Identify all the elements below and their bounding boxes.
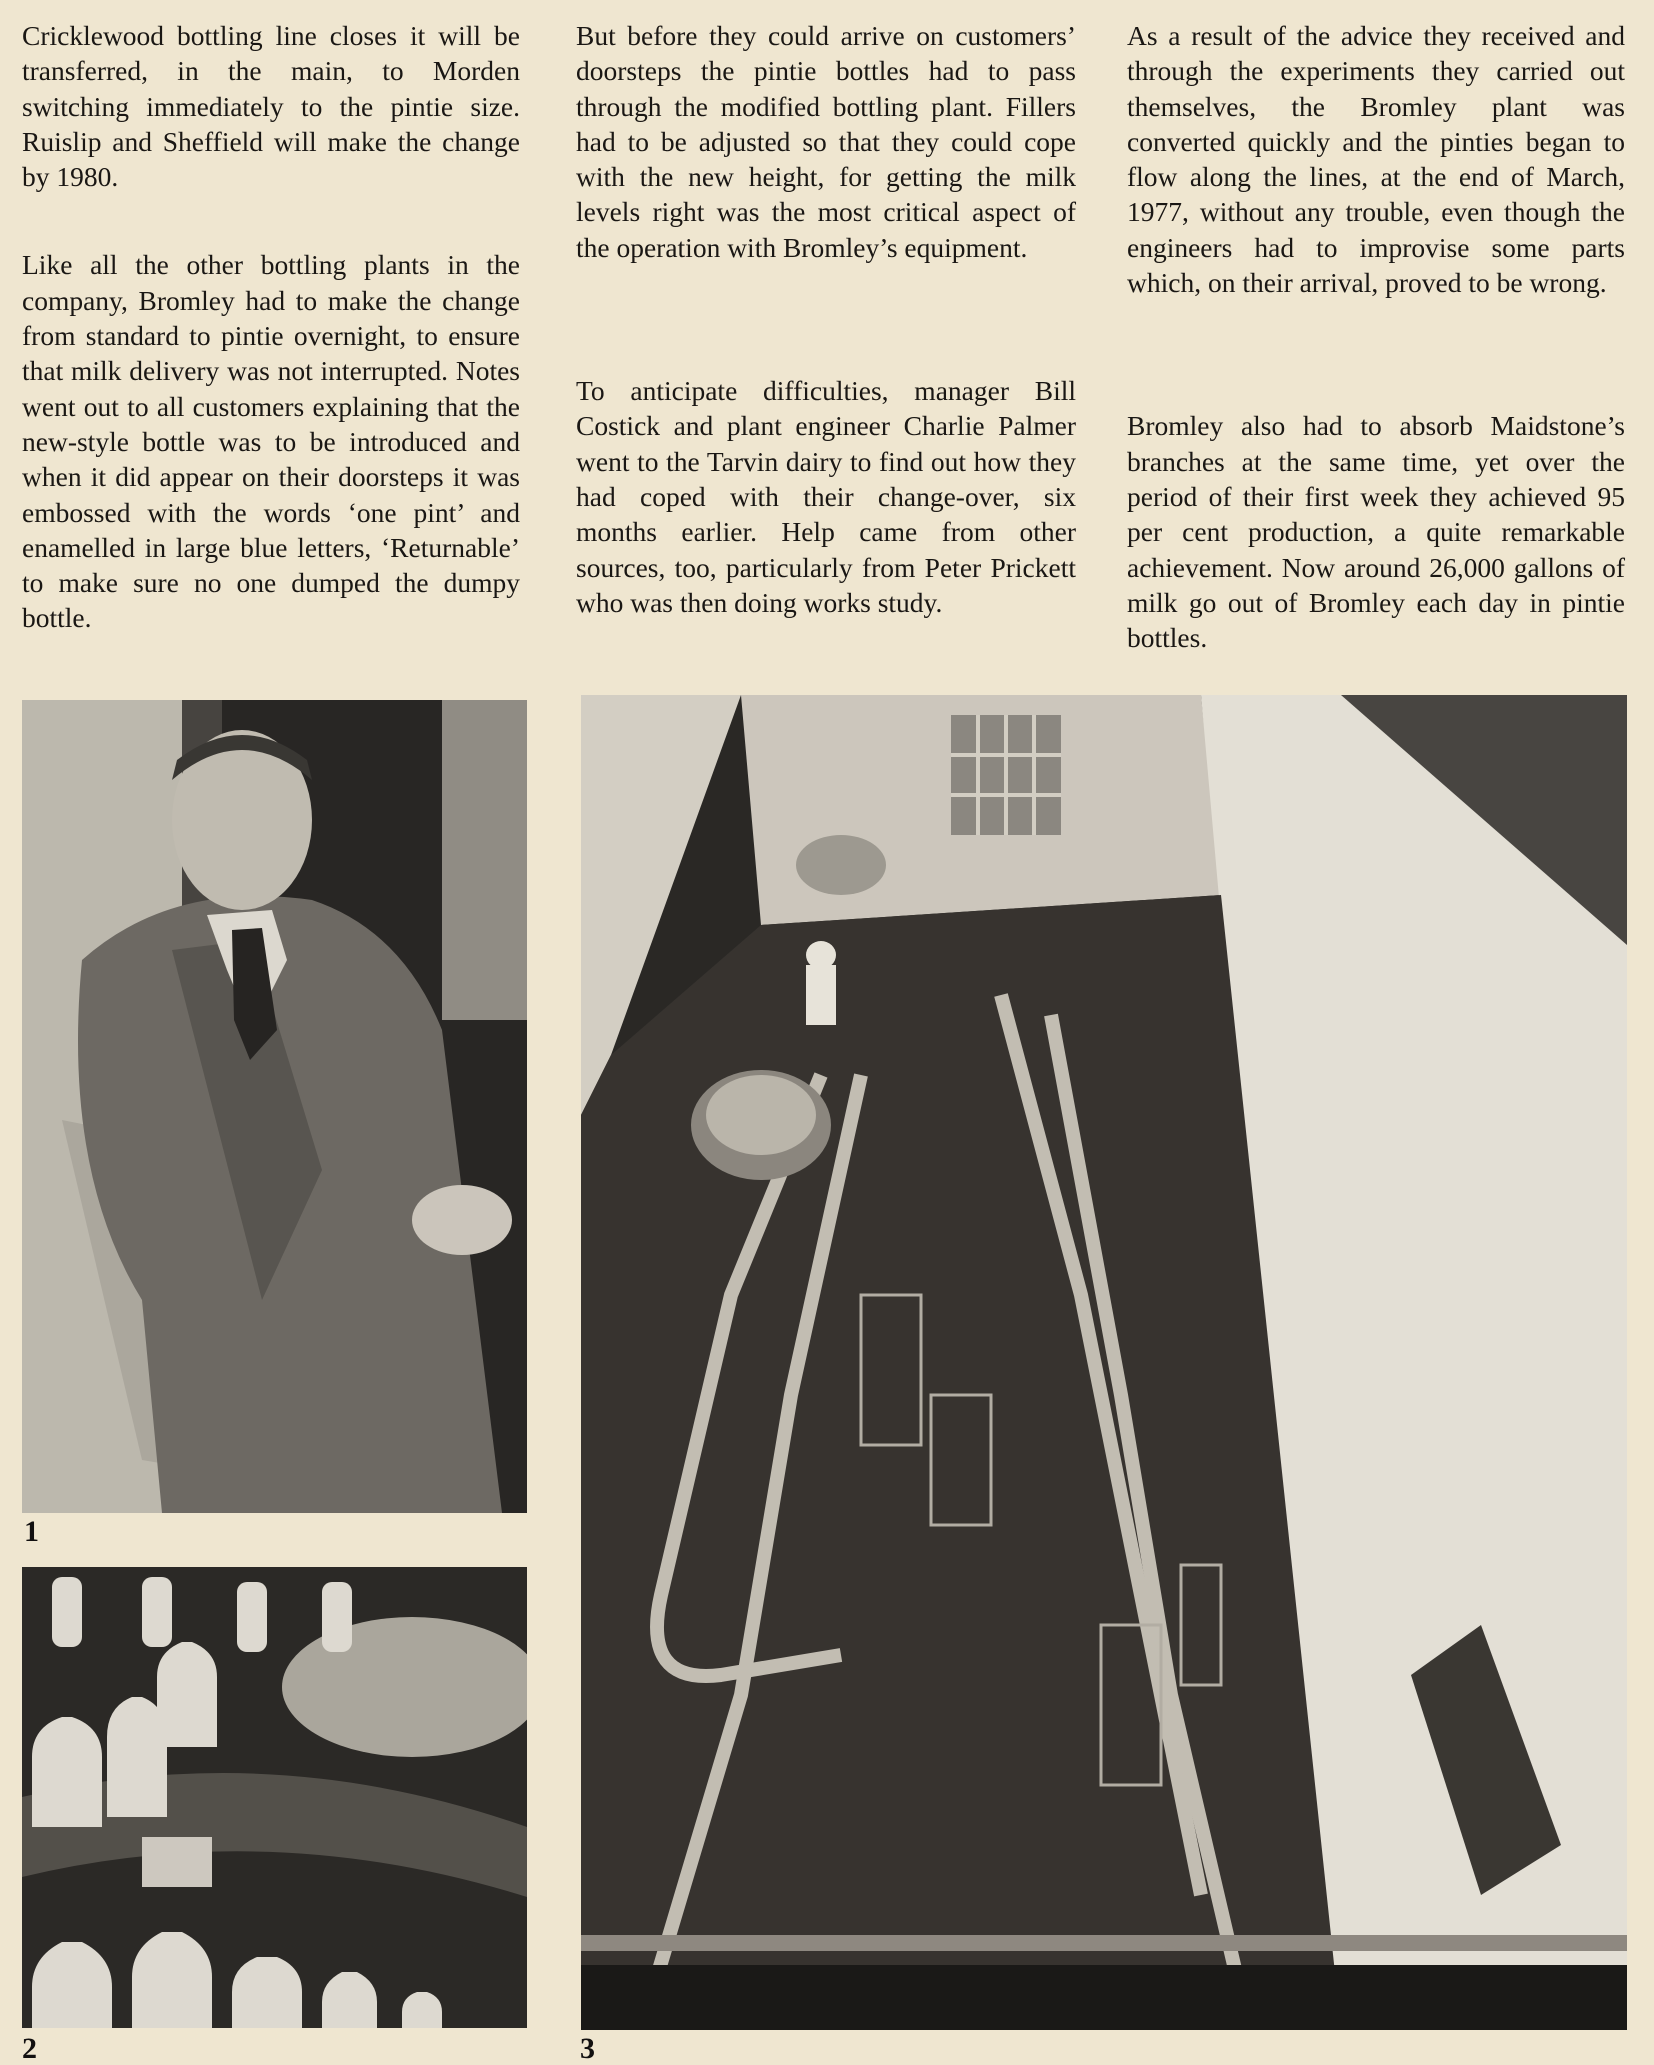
photo-bottles: [22, 1567, 527, 2028]
paragraph: As a result of the advice they received and through the experiments they carried out themselves, the Bromley plant was converted quickly and the pinties began to flow along the lines, at the end of March, 1977, without any trouble, even though the engineers had to improvise some parts which, on their arrival, proved to be wrong.: [1127, 20, 1625, 299]
paragraph: But before they could arrive on customers’ doorsteps the pintie bottles had to pass through the modified bottling plant. Fillers had to be adjusted so that they could cope with the new height, for getting the milk levels right was the most critical aspect of the operation with Bromley’s equipment.: [576, 20, 1076, 263]
plant-image: [581, 695, 1627, 2030]
text-column-3: [1127, 18, 1625, 655]
paragraph: Like all the other bottling plants in the company, Bromley had to make the change from standard to pintie overnight, to ensure that milk delivery was not interrupted. Notes went out to all customers explaining that the new-style bottle was to be introduced and when it did appear on their doorsteps it was embossed with the words ‘one pint’ and enamelled in large blue letters, ‘Returnable’ to make sure no one dumped the dumpy bottle.: [22, 249, 520, 634]
photo-number: 1: [24, 1515, 39, 1548]
portrait-image: [22, 700, 527, 1513]
paragraph: To anticipate difficulties, manager Bill Costick and plant engineer Charlie Palmer went to the Tarvin dairy to find out how they had coped with their change-over, six months earlier. Help came from other sources, too, particularly from Peter Prickett who was then doing works study.: [576, 375, 1076, 618]
photo-portrait: [22, 700, 527, 1513]
photo-number: 2: [22, 2032, 37, 2065]
text-column-2: [576, 18, 1076, 620]
photo-plant-overview: [581, 695, 1627, 2030]
photo-number: 3: [580, 2032, 595, 2065]
paragraph: Bromley also had to absorb Maidstone’s branches at the same time, yet over the period of their first week they achieved 95 per cent production, a quite remarkable achievement. Now around 26,000 gallons of milk go out of Bromley each day in pintie bottles.: [1127, 410, 1625, 654]
bottles-image: [22, 1567, 527, 2028]
paragraph: Cricklewood bottling line closes it will be transferred, in the main, to Morden switching immediately to the pintie size. Ruislip and Sheffield will make the change by 1980.: [22, 20, 520, 193]
text-column-1: [22, 18, 520, 636]
